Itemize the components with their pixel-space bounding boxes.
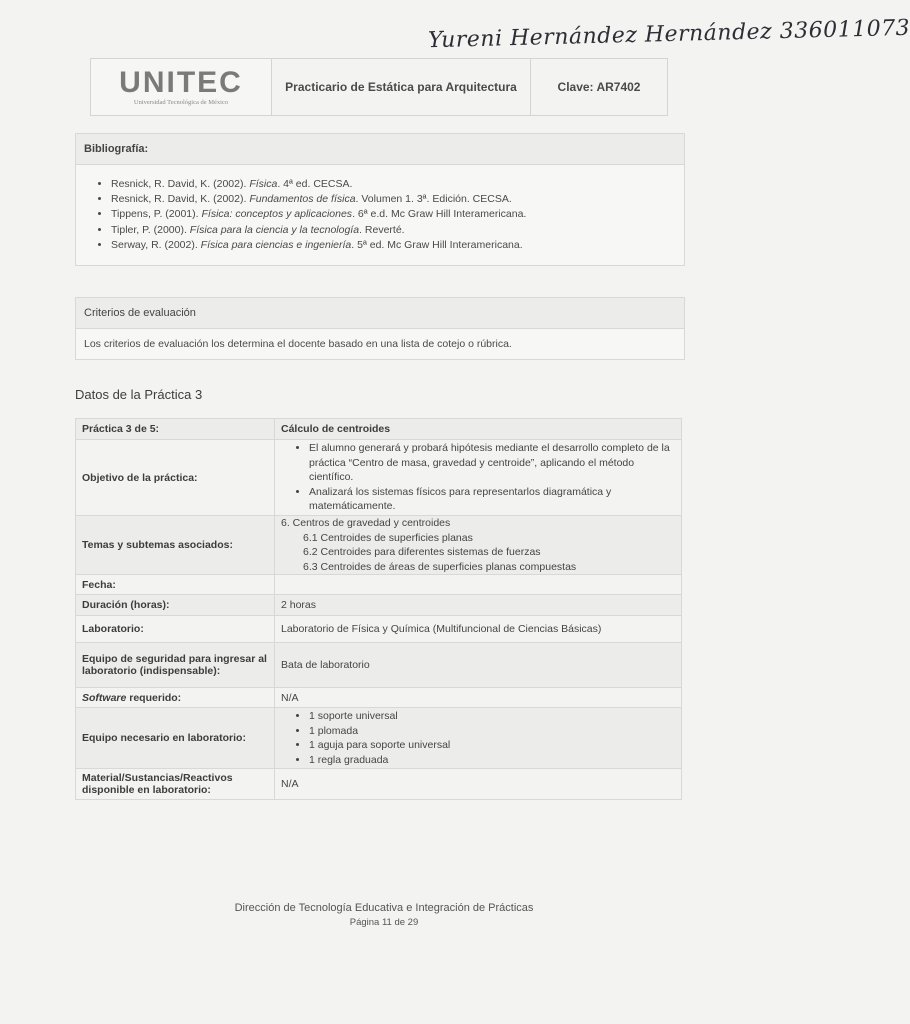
bibliography-list [76, 177, 684, 253]
table-row [76, 440, 682, 516]
table-row [76, 575, 682, 595]
table-row [76, 769, 682, 800]
equipo-necesario-label: Equipo necesario en laboratorio: [76, 708, 275, 769]
material-value: N/A [275, 769, 682, 800]
evaluation-criteria-section [75, 297, 685, 360]
practice-data-table [75, 418, 682, 800]
software-label: Software requerido: [76, 688, 275, 708]
equipo-item: • 1 regla graduada [309, 753, 675, 768]
equipo-seguridad-value: Bata de laboratorio [275, 643, 682, 688]
document-header [90, 58, 668, 116]
temas-sub-item: 6.1 Centroides de superficies planas [303, 531, 473, 544]
document-title: Practicario de Estática para Arquitectura [272, 59, 531, 116]
objetivo-value [275, 440, 682, 516]
bibliography-section [75, 133, 685, 266]
bibliography-item: • Tippens, P. (2001). Física: conceptos y aplicaciones. 6ª e.d. Mc Graw Hill Interamericana. [111, 207, 684, 222]
material-label: Material/Sustancias/Reactivos disponible en laboratorio: [76, 769, 275, 800]
bibliography-item: • Resnick, R. David, K. (2002). Física. 4ª ed. CECSA. [111, 177, 684, 192]
practica-value: Cálculo de centroides [275, 419, 682, 440]
table-row [76, 616, 682, 643]
equipo-item: • 1 soporte universal [309, 709, 675, 724]
logo-subtitle: Universidad Tecnológica de México [133, 99, 229, 106]
equipo-item: • 1 plomada [309, 724, 675, 739]
temas-value [275, 516, 682, 575]
footer-page-number: Página 11 de 29 [349, 917, 419, 928]
evaluation-criteria-text: Los criterios de evaluación los determina el docente basado en una lista de cotejo o rúbrica. [84, 338, 512, 350]
handwritten-signature: Yureni Hernández Hernández 336011073 [427, 15, 910, 54]
fecha-value [275, 575, 682, 595]
objetivo-item: • Analizará los sistemas físicos para representarlos diagramática y matemáticamente. [309, 485, 675, 514]
table-row [76, 595, 682, 616]
table-row [76, 516, 682, 575]
practice-section-title: Datos de la Práctica 3 [75, 387, 203, 402]
table-row [76, 643, 682, 688]
equipo-seguridad-label: Equipo de seguridad para ingresar al laboratorio (indispensable): [76, 643, 275, 688]
fecha-label: Fecha: [76, 575, 275, 595]
bibliography-item: • Resnick, R. David, K. (2002). Fundamentos de física. Volumen 1. 3ª. Edición. CECSA. [111, 192, 684, 207]
equipo-item: • 1 aguja para soporte universal [309, 738, 675, 753]
course-code: Clave: AR7402 [531, 59, 668, 116]
bibliography-item: • Tipler, P. (2000). Física para la ciencia y la tecnología. Reverté. [111, 223, 684, 238]
temas-sub-item: 6.3 Centroides de áreas de superficies planas compuestas [303, 560, 577, 573]
table-row [76, 708, 682, 769]
footer-department: Dirección de Tecnología Educativa e Integración de Prácticas [234, 902, 534, 914]
table-row [76, 688, 682, 708]
bibliography-heading: Bibliografía: [76, 134, 684, 165]
practica-label: Práctica 3 de 5: [76, 419, 275, 440]
temas-label: Temas y subtemas asociados: [76, 516, 275, 575]
equipo-necesario-value [275, 708, 682, 769]
software-value: N/A [275, 688, 682, 708]
duracion-label: Duración (horas): [76, 595, 275, 616]
unitec-logo [91, 59, 272, 116]
objetivo-item: • El alumno generará y probará hipótesis mediante el desarrollo completo de la práctica “Centro de masa, gravedad y centroide”, aplicando el método científico. [309, 441, 675, 485]
logo-wordmark: UNITEC [119, 66, 243, 99]
bibliography-item: • Serway, R. (2002). Física para ciencias e ingeniería. 5ª ed. Mc Graw Hill Interamericana. [111, 238, 684, 253]
temas-sub-item: 6.2 Centroides para diferentes sistemas de fuerzas [303, 546, 541, 559]
temas-main: 6. Centros de gravedad y centroides [281, 517, 451, 529]
table-row [76, 419, 682, 440]
evaluation-criteria-heading: Criterios de evaluación [76, 298, 684, 329]
objetivo-label: Objetivo de la práctica: [76, 440, 275, 516]
laboratorio-value: Laboratorio de Física y Química (Multifuncional de Ciencias Básicas) [275, 616, 682, 643]
laboratorio-label: Laboratorio: [76, 616, 275, 643]
duracion-value: 2 horas [275, 595, 682, 616]
